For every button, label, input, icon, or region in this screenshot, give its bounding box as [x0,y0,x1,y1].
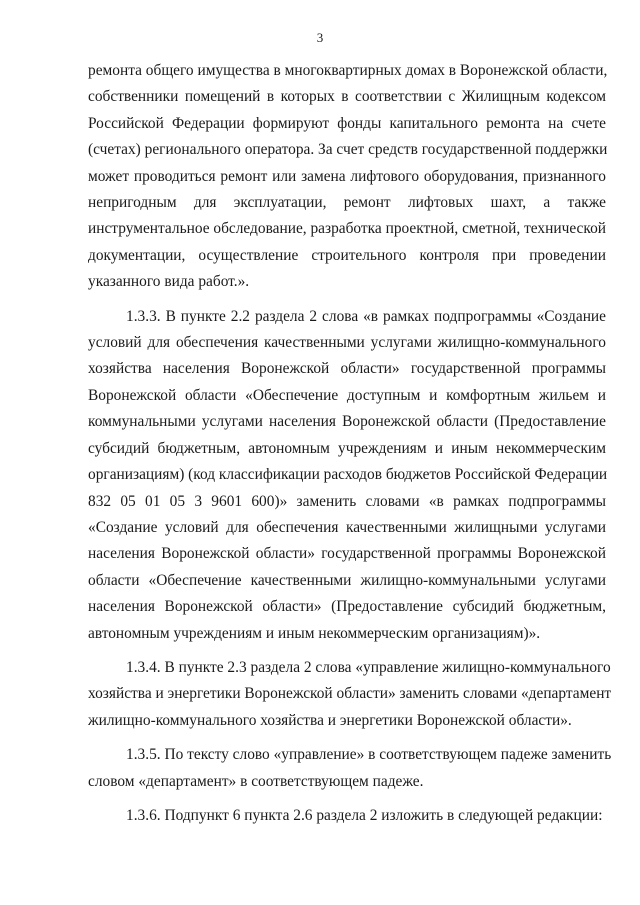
text-line: документации, осуществление строительного контроля при проведении [88,246,606,264]
text-line: субсидий бюджетным, автономным учреждениям и иным некоммерческим [88,439,606,457]
text-line: 1.3.3. В пункте 2.2 раздела 2 слова «в рамках подпрограммы «Создание [126,307,606,325]
text-line: словом «департамент» в соответствующем падеже. [88,772,424,790]
text-line: 1.3.5. По тексту слово «управление» в соответствующем падеже заменить [126,746,612,764]
text-line: области «Обеспечение качественными жилищно-коммунальными услугами [88,571,606,589]
text-line: может проводиться ремонт или замена лифтового оборудования, признанного [88,167,606,185]
paragraph-item-1-3-4 [88,655,612,734]
text-line: (счетах) регионального оператора. За счет средств государственной поддержки [88,141,608,159]
document-body [88,58,612,829]
paragraph-item-1-3-3 [88,304,606,647]
text-line: жилищно-коммунального хозяйства и энергетики Воронежской области». [88,711,572,729]
text-line: хозяйства населения Воронежской области» государственной программы [88,360,606,378]
text-line: указанного вида работ.». [88,273,250,291]
text-line: 1.3.6. Подпункт 6 пункта 2.6 раздела 2 изложить в следующей редакции: [126,806,603,824]
text-line: «Создание условий для обеспечения качественными жилищными услугами [88,518,606,536]
text-line: условий для обеспечения качественными услугами жилищно-коммунального [88,334,606,352]
text-line: населения Воронежской области» государственной программы Воронежской [88,545,606,563]
text-line: организациям) (код классификации расходов бюджетов Российской Федерации [88,466,608,484]
text-line: Воронежской области «Обеспечение доступным и комфортным жильем и [88,386,606,404]
text-line: автономным учреждениям и иным некоммерческим организациям)». [88,624,541,642]
text-line: Российской Федерации формируют фонды капитального ремонта на счете [88,114,606,132]
paragraph-continuation [88,58,606,296]
text-line: собственники помещений в которых в соответствии с Жилищным кодексом [88,88,606,106]
page-number: 3 [316,30,324,45]
paragraph-item-1-3-6 [88,803,606,829]
text-line: хозяйства и энергетики Воронежской области» заменить словами «департамент [88,685,612,703]
text-line: непригодным для эксплуатации, ремонт лифтовых шахт, а также [88,194,606,212]
text-line: ремонта общего имущества в многоквартирных домах в Воронежской области, [88,62,608,79]
text-line: инструментальное обследование, разработка проектной, сметной, технической [88,220,607,238]
text-line: 1.3.4. В пункте 2.3 раздела 2 слова «управление жилищно-коммунального [126,658,611,676]
text-line: 832 05 01 05 3 9601 600)» заменить словами «в рамках подпрограммы [88,492,606,510]
text-line: населения Воронежской области» (Предоставление субсидий бюджетным, [88,598,606,616]
paragraph-item-1-3-5 [88,742,612,795]
text-line: коммунальными услугами населения Воронежской области (Предоставление [88,413,606,431]
